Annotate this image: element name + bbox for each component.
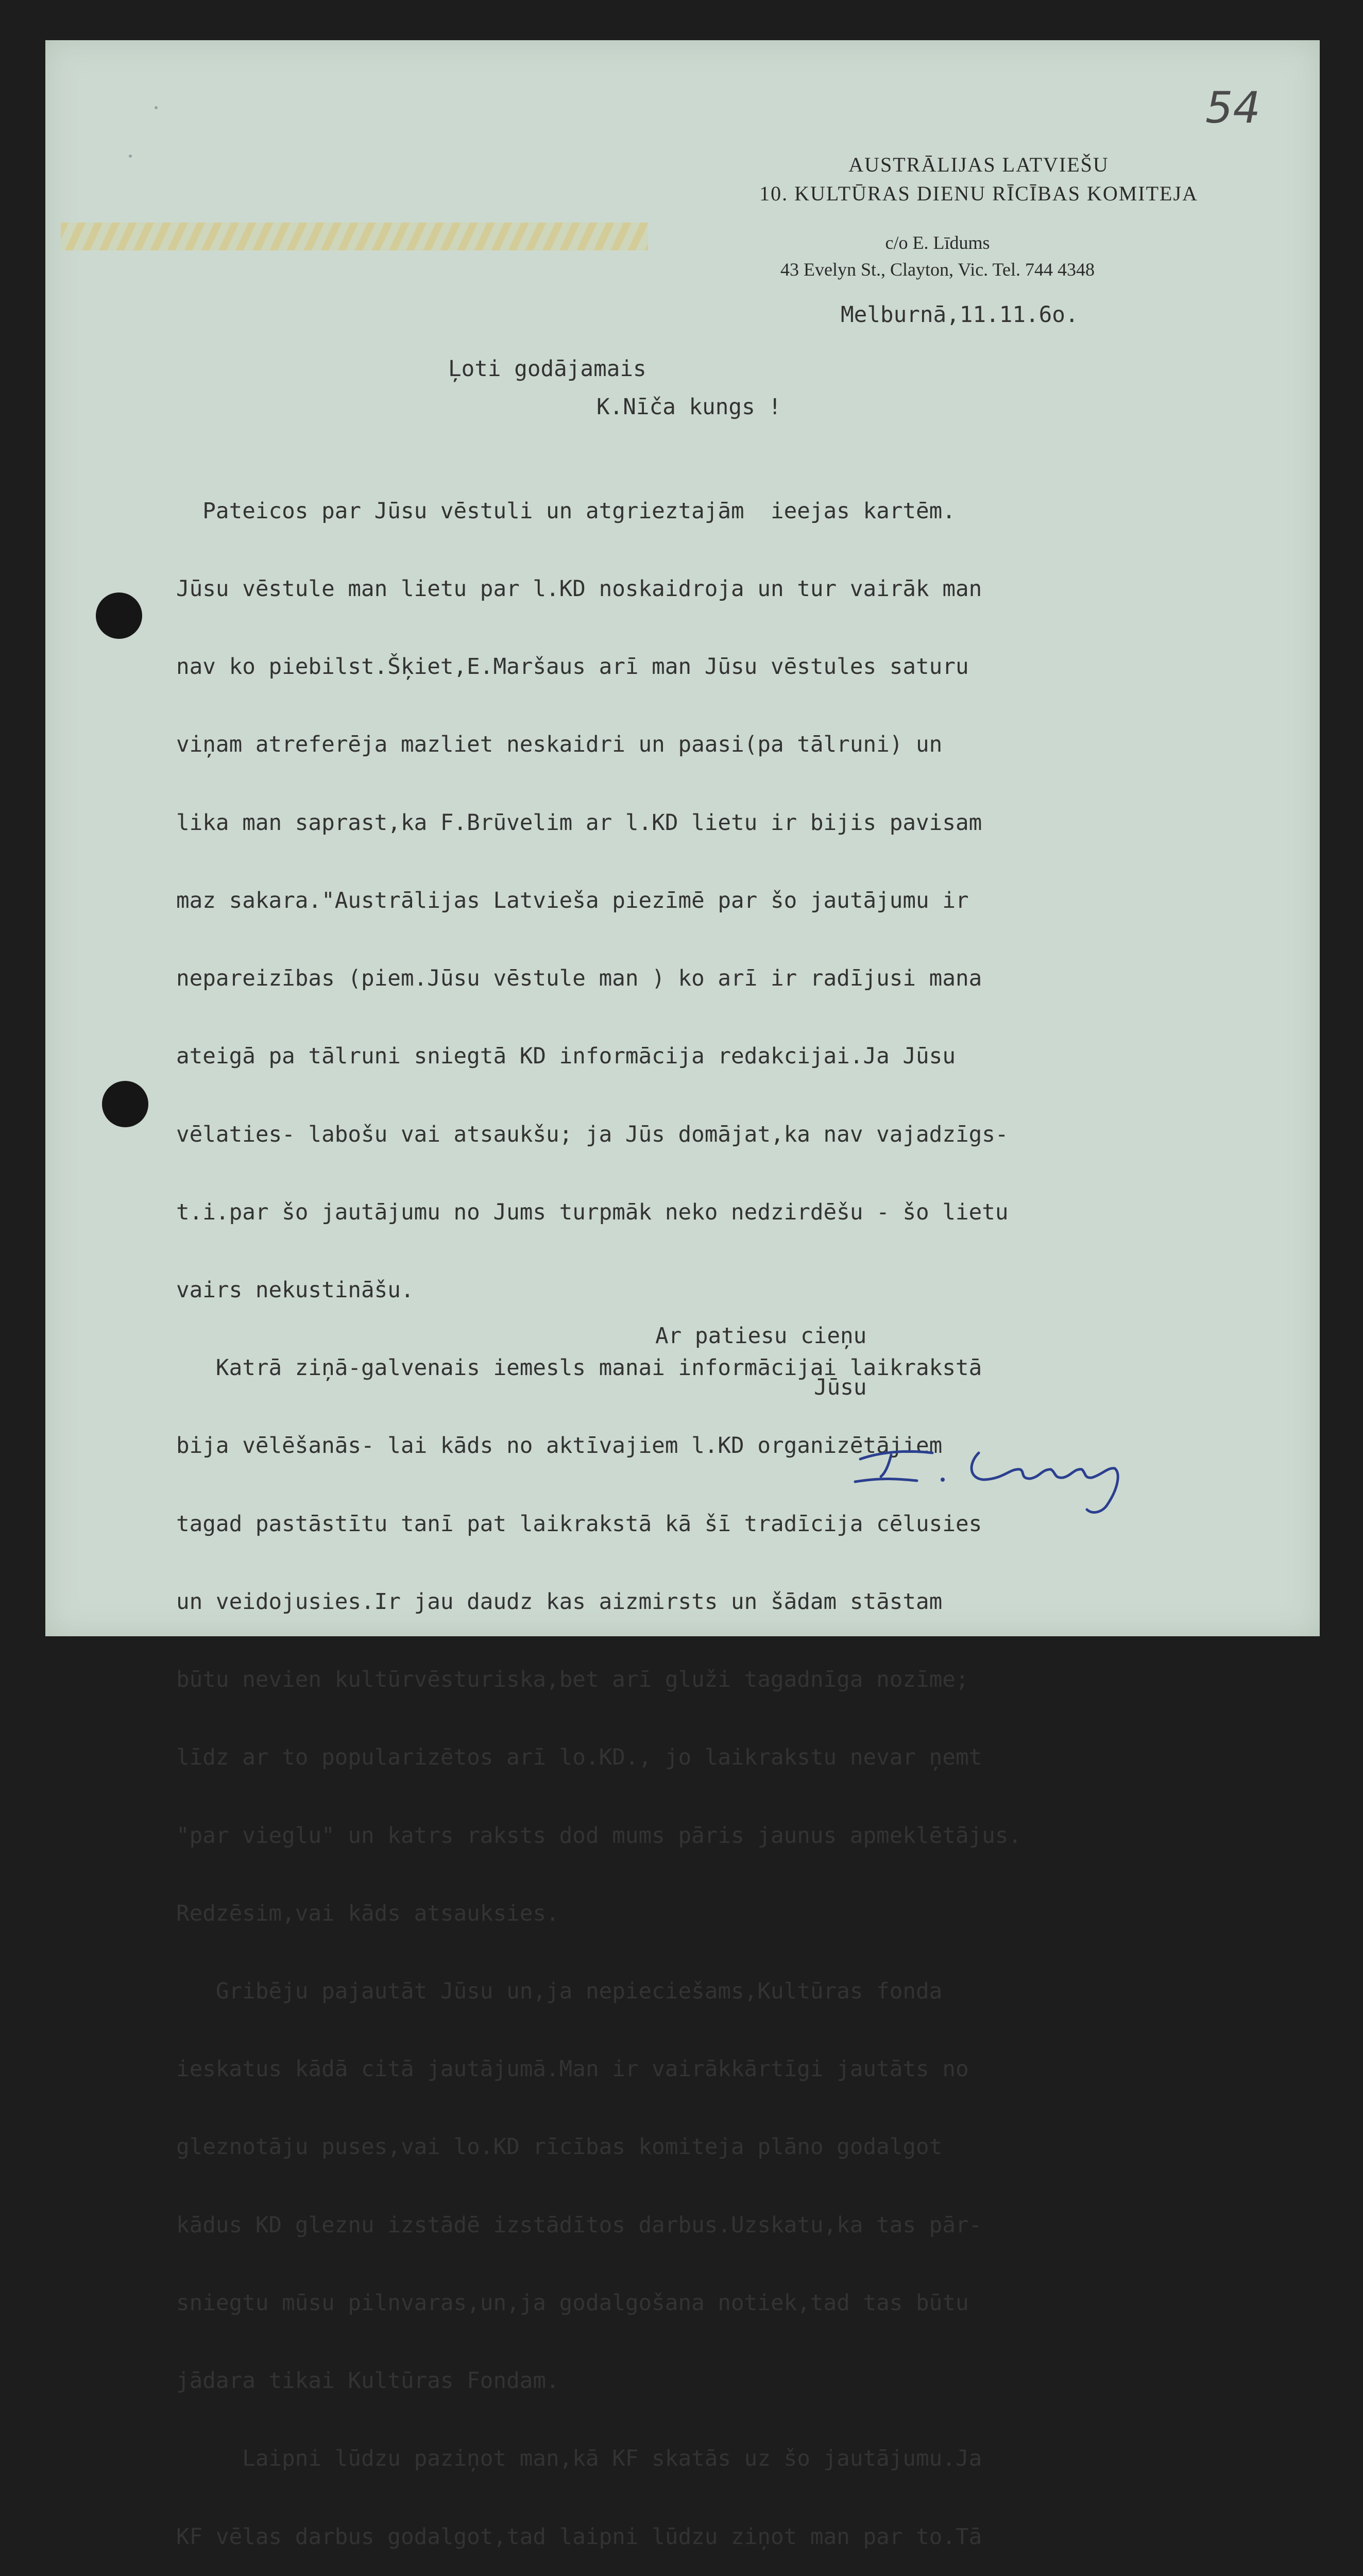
punch-hole (96, 592, 142, 639)
handwritten-signature (850, 1412, 1169, 1517)
body-line: Katrā ziņā-galvenais iemesls manai informācijai laikrakstā (176, 1355, 982, 1381)
archive-number: 54 (1205, 82, 1260, 133)
body-line: maz sakara."Austrālijas Latvieša piezīmē par šo jautājumu ir (176, 887, 969, 913)
salutation: Ļoti godājamais (448, 356, 646, 382)
letter-date: Melburnā,11.11.6o. (841, 302, 1079, 328)
letterhead-care-of: c/o E. Līdums (885, 232, 990, 253)
body-line: sniegtu mūsu pilnvaras,un,ja godalgošana notiek,tad tas būtu (176, 2290, 969, 2316)
body-line: ieskatus kādā citā jautājumā.Man ir vairākkārtīgi jautāts no (176, 2056, 969, 2082)
body-line: vairs nekustināšu. (176, 1277, 414, 1303)
body-line: nav ko piebilst.Šķiet,E.Maršaus arī man Jūsu vēstules saturu (176, 654, 969, 680)
body-line: bija vēlēšanās- lai kāds no aktīvajiem l.KD organizētājiem (176, 1433, 943, 1459)
body-line: ateigā pa tālruni sniegtā KD informācija redakcijai.Ja Jūsu (176, 1043, 956, 1070)
letterhead-line1: AUSTRĀLIJAS LATVIEŠU (848, 153, 1109, 176)
body-line: gleznotāju puses,vai lo.KD rīcības komiteja plāno godalgot (176, 2134, 943, 2160)
body-line: KF vēlas darbus godalgot,tad laipni lūdzu ziņot man par to.Tā (176, 2523, 982, 2550)
letterhead-line2: 10. KULTŪRAS DIENU RĪCĪBAS KOMITEJA (759, 182, 1198, 205)
closing: Ar patiesu cieņu (655, 1323, 867, 1349)
punch-hole (102, 1081, 148, 1127)
body-line: Jūsu vēstule man lietu par l.KD noskaidroja un tur vairāk man (176, 576, 982, 602)
body-line: "par vieglu" un katrs raksts dod mums pāris jaunus apmeklētājus. (176, 1822, 1022, 1849)
body-line: būtu nevien kultūrvēsturiska,bet arī gluži tagadnīga nozīme; (176, 1667, 969, 1693)
body-line: līdz ar to popularizētos arī lo.KD., jo laikrakstu nevar ņemt (176, 1744, 982, 1771)
body-line: vēlaties- labošu vai atsaukšu; ja Jūs domājat,ka nav vajadzīgs- (176, 1121, 1009, 1147)
body-line: tagad pastāstītu tanī pat laikrakstā kā šī tradīcija cēlusies (176, 1511, 982, 1537)
body-line: Pateicos par Jūsu vēstuli un atgrieztajām ieejas kartēm. (176, 498, 956, 524)
paper-speck (129, 155, 132, 158)
body-line: Redzēsim,vai kāds atsauksies. (176, 1900, 559, 1926)
body-line: t.i.par šo jautājumu no Jums turpmāk neko nedzirdēšu - šo lietu (176, 1199, 1009, 1225)
body-line: jādara tikai Kultūras Fondam. (176, 2368, 559, 2394)
decorative-stripe (61, 223, 648, 250)
letterhead-address: 43 Evelyn St., Clayton, Vic. Tel. 744 4348 (780, 259, 1095, 280)
addressee: K.Nīča kungs ! (597, 394, 782, 420)
body-line: un veidojusies.Ir jau daudz kas aizmirsts un šādam stāstam (176, 1588, 943, 1615)
body-line: kādus KD gleznu izstādē izstādītos darbus.Uzskatu,ka tas pār- (176, 2212, 982, 2238)
body-line: Laipni lūdzu paziņot man,kā KF skatās uz šo jautājumu.Ja (176, 2446, 982, 2472)
yours: Jūsu (814, 1375, 867, 1400)
paper-speck (155, 106, 158, 109)
body-line: viņam atreferēja mazliet neskaidri un paasi(pa tālruni) un (176, 732, 943, 758)
body-line: nepareizības (piem.Jūsu vēstule man ) ko arī ir radījusi mana (176, 965, 982, 992)
body-line: Gribēju pajautāt Jūsu un,ja nepieciešams,Kultūras fonda (176, 1978, 943, 2004)
body-line: lika man saprast,ka F.Brūvelim ar l.KD lietu ir bijis pavisam (176, 809, 982, 836)
